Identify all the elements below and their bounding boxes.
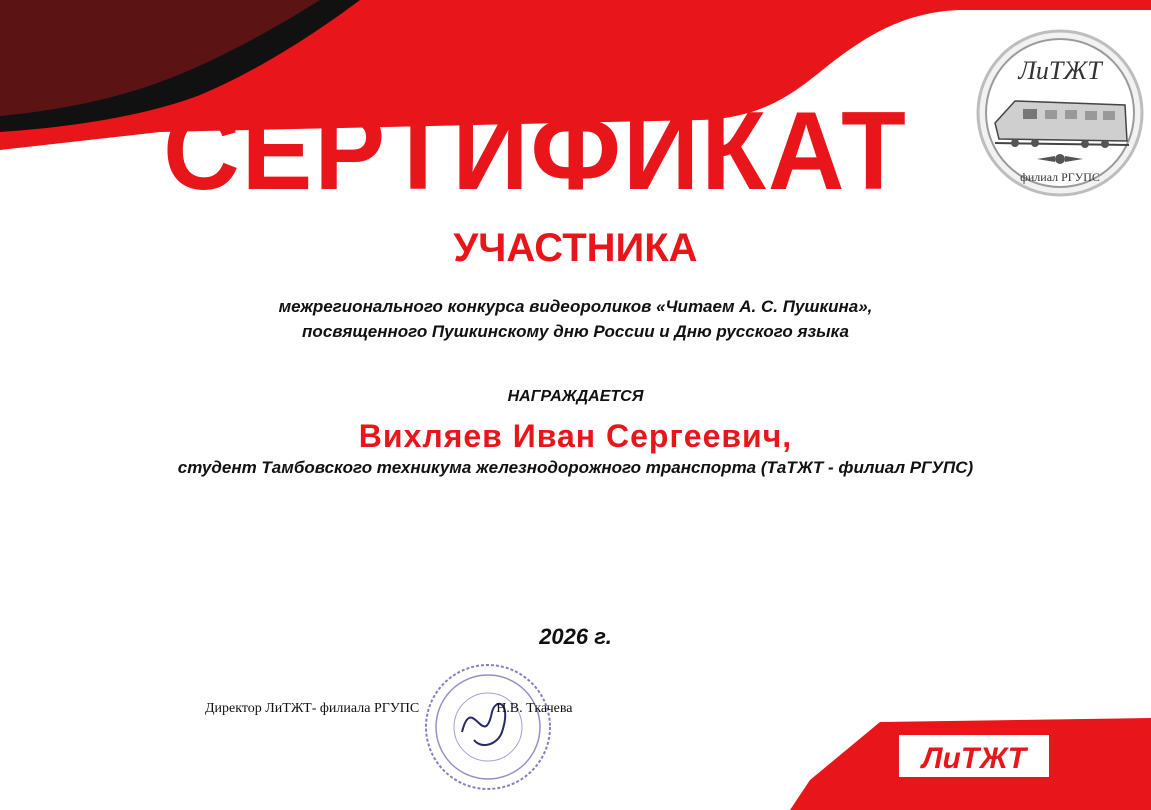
contest-description-line1: межрегионального конкурса видеороликов «Читаем А. С. Пушкина»,	[278, 297, 873, 316]
certificate-subtitle: УЧАСТНИКА	[453, 226, 698, 270]
certificate-title: СЕРТИФИКАТ	[163, 89, 908, 213]
signature-line	[205, 701, 572, 717]
recipient-position: студент Тамбовского техникума железнодорожного транспорта (ТаТЖТ - филиал РГУПС)	[177, 458, 974, 477]
emblem-top-text: ЛиТЖТ	[1018, 56, 1102, 85]
footer-logo-text: ЛиТЖТ	[921, 742, 1027, 775]
certificate-year: 2026 г.	[539, 624, 612, 649]
contest-description-line2: посвященного Пушкинскому дню России и Дню русского языка	[302, 322, 849, 341]
awarded-label: НАГРАЖДАЕТСЯ	[507, 388, 644, 405]
college-emblem	[975, 25, 1145, 201]
recipient-name: Вихляев Иван Сергеевич,	[358, 418, 793, 454]
signatory-title: Директор ЛиТЖТ- филиала РГУПС	[205, 701, 420, 716]
footer-logo	[898, 730, 1058, 782]
signatory-name: Н.В. Ткачева	[496, 701, 573, 716]
emblem-bottom-text: филиал РГУПС	[1020, 170, 1100, 184]
stamp-seal-icon	[422, 662, 554, 792]
